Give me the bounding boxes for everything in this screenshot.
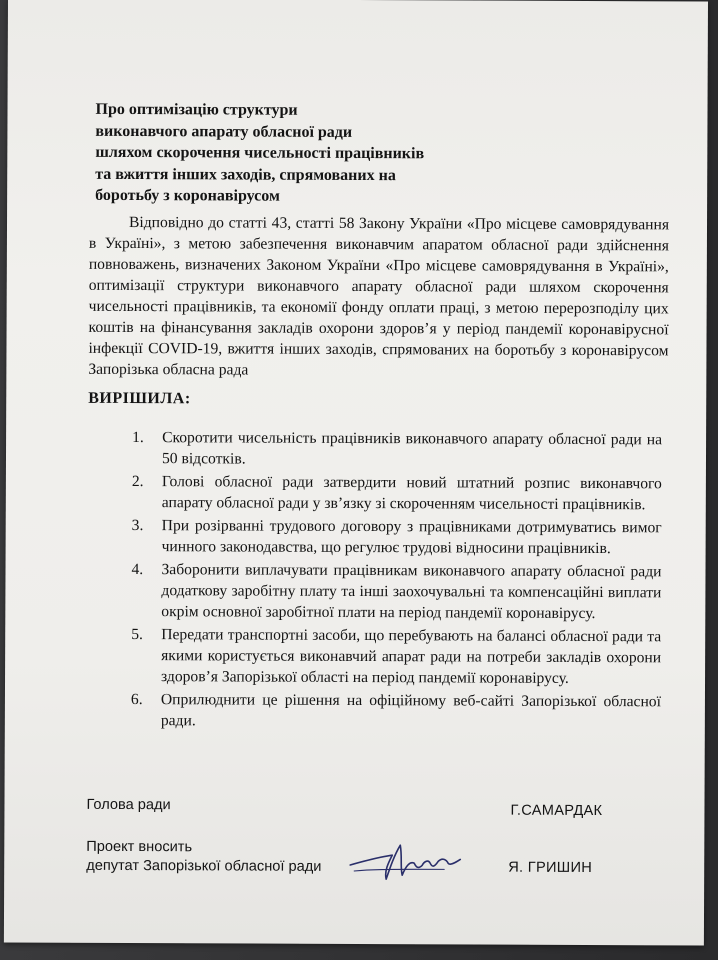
item-number: 5. xyxy=(131,626,143,644)
decision-items-list xyxy=(131,427,662,735)
submitter-name: Я. ГРИШИН xyxy=(508,859,593,877)
document-sheet xyxy=(4,0,708,946)
title-line: Про оптимізацію структури xyxy=(95,100,298,119)
item-text: Голові обласної ради затвердити новий штатний розпис виконавчого апарату обласної ради у зв’язку зі скороченням чисельності працівників. xyxy=(161,473,662,514)
decision-item xyxy=(132,471,662,515)
title-line: виконавчого апарату обласної ради xyxy=(95,122,353,141)
document-title xyxy=(95,99,515,208)
item-text: Передати транспортні засоби, що перебувають на балансі обласної ради та якими користується виконавчий апарат ради на потреби закладів охорони здоров’я Запорізької області на період пандемії коронавірусу. xyxy=(161,626,662,687)
decision-item xyxy=(131,689,661,733)
submitter-label: депутат Запорізької обласної ради xyxy=(86,857,322,875)
handwritten-signature xyxy=(344,835,464,884)
decided-heading: ВИРІШИЛА: xyxy=(88,389,191,408)
item-text: При розірванні трудового договору з працівниками дотримуватись вимог чинного законодавства, що регулює трудові відносини працівників. xyxy=(161,517,662,558)
item-number: 3. xyxy=(131,517,144,535)
head-name: Г.САМАРДАК xyxy=(510,802,603,820)
decision-item xyxy=(131,559,661,624)
decision-item xyxy=(132,427,662,471)
item-number: 2. xyxy=(131,473,144,491)
submitter-label: Проект вносить xyxy=(86,838,193,856)
head-label: Голова ради xyxy=(86,796,171,814)
decision-item xyxy=(131,624,661,689)
item-text: Оприлюднити це рішення на офіційному веб-сайті Запорізької обласної ради. xyxy=(160,691,661,730)
item-number: 1. xyxy=(132,429,144,447)
decision-document xyxy=(4,0,708,946)
item-text: Скоротити чисельність працівників виконавчого апарату обласної ради на 50 відсотків. xyxy=(161,429,663,468)
decision-item xyxy=(132,515,662,559)
item-number: 6. xyxy=(130,691,143,709)
title-line: боротьбу з коронавірусом xyxy=(95,186,280,205)
title-line: та вжиття інших заходів, спрямованих на xyxy=(95,165,396,184)
title-line: шляхом скорочення чисельності працівників xyxy=(95,143,425,163)
preamble-paragraph: Відповідно до статті 43, статті 58 Закону України «Про місцеве самоврядування в Україні», з метою забезпечення виконавчим апаратом обласної ради здійснення повноважень, визначених Законом України «Про місцеве самоврядування в Україні», оптимізації структури виконавчого апарату обласної ради шляхом скорочення чисельності працівників, та економії фонду оплати праці, з метою перерозподілу цих коштів на фінансування закладів охорони здоров’я у період пандемії коронавірусної інфекції COVID-19, вжиття інших заходів, спрямованих на боротьбу з коронавірусом Запорізька обласна рада xyxy=(88,214,670,379)
item-number: 4. xyxy=(131,561,144,579)
item-text: Заборонити виплачувати працівникам виконавчого апарату обласної ради додаткову заробітну плату та інші заохочувальні та компенсаційні виплати окрім основної заробітної плати на період пандемії коронавірусу. xyxy=(161,561,662,623)
